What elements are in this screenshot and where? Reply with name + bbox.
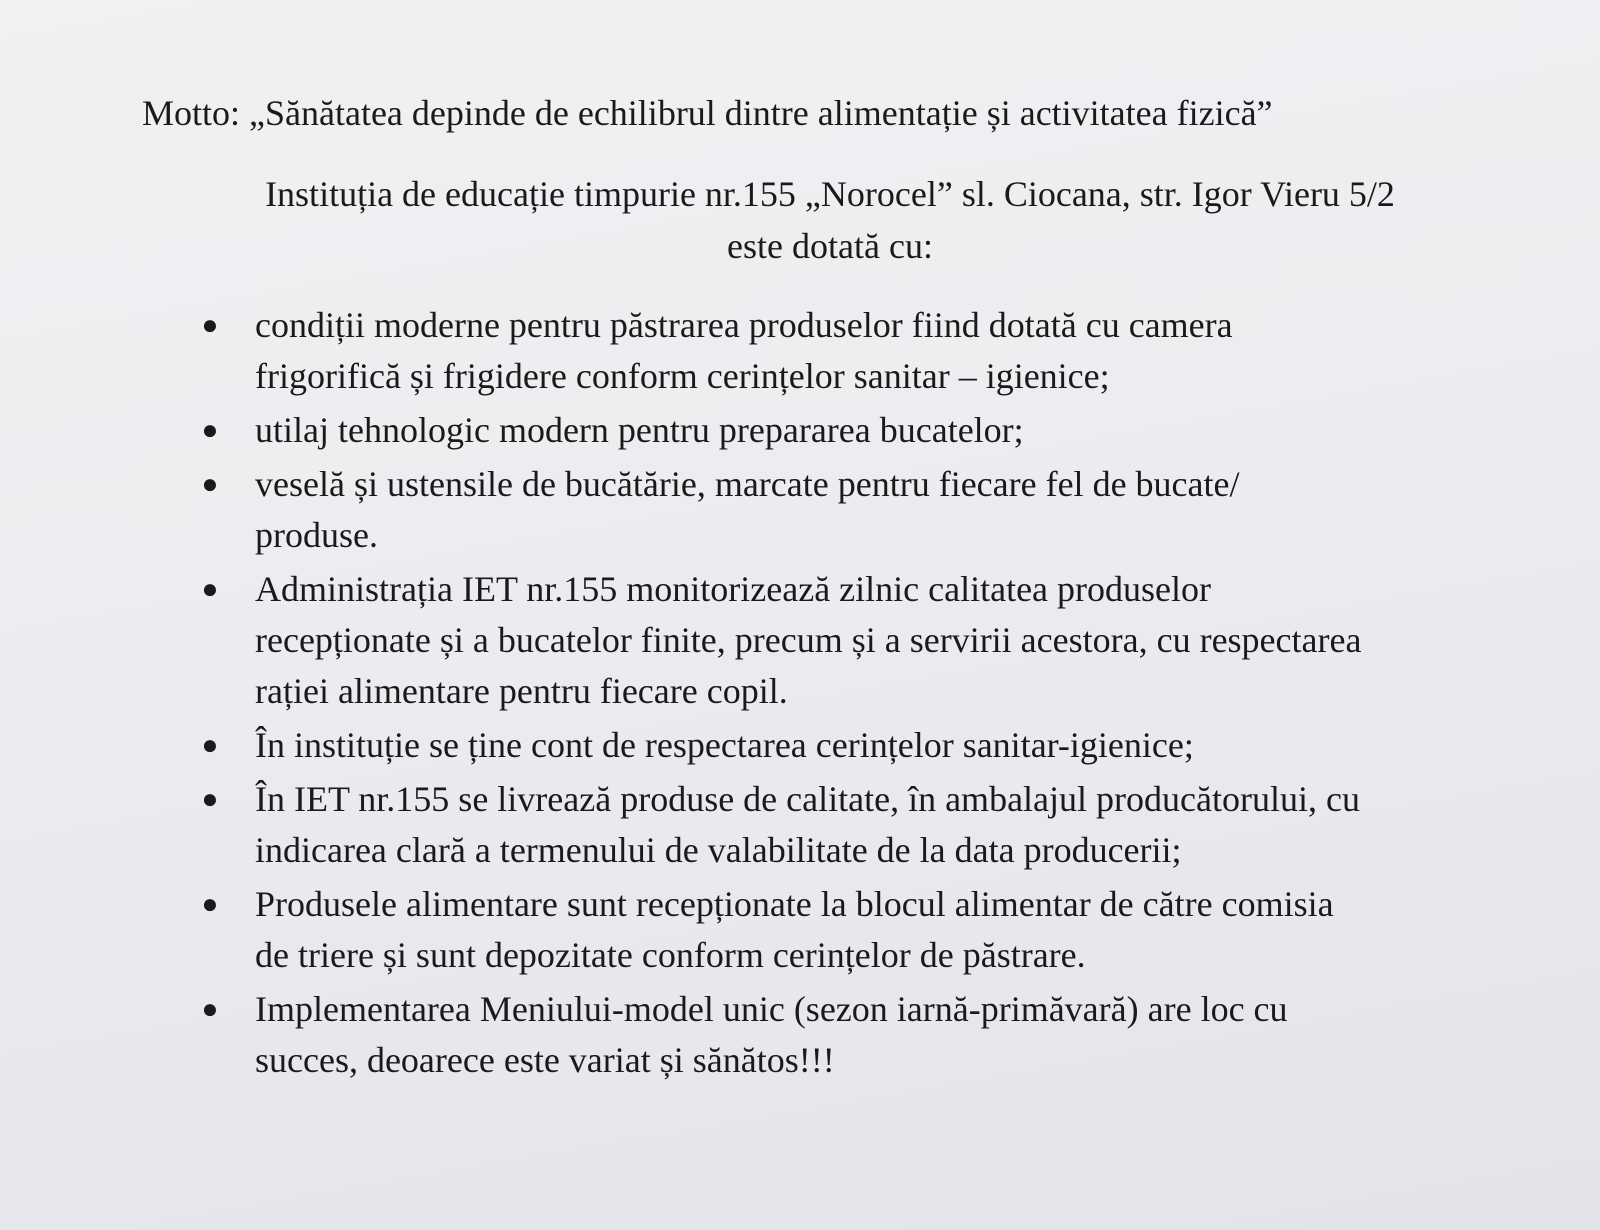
list-item-line: succes, deoarece este variat și sănătos!!! — [255, 1040, 835, 1080]
list-item — [200, 879, 1530, 981]
bullet-icon: ● — [201, 310, 219, 341]
list-item-line: condiții moderne pentru păstrarea produselor fiind dotată cu camera — [255, 305, 1233, 345]
heading-line-1: Instituția de educație timpurie nr.155 „Norocel” sl. Ciocana, str. Igor Vieru 5/2 — [265, 174, 1395, 214]
list-item-line: veselă și ustensile de bucătărie, marcate pentru fiecare fel de bucate/ — [255, 464, 1240, 504]
list-item — [200, 300, 1530, 402]
list-item-line: utilaj tehnologic modern pentru prepararea bucatelor; — [255, 410, 1024, 450]
list-item-line: Produsele alimentare sunt recepționate la blocul alimentar de către comisia — [255, 884, 1334, 924]
list-item-line: de triere și sunt depozitate conform cerințelor de păstrare. — [255, 935, 1086, 975]
bullet-icon: ● — [201, 784, 219, 815]
bullet-icon: ● — [201, 574, 219, 605]
list-item-line: recepționate și a bucatelor finite, precum și a servirii acestora, cu respectarea — [255, 620, 1362, 660]
list-item-line: produse. — [255, 515, 378, 555]
bullet-icon: ● — [201, 889, 219, 920]
list-item — [200, 984, 1530, 1086]
list-item-line: În instituție se ține cont de respectarea cerințelor sanitar-igienice; — [255, 725, 1194, 765]
list-item — [200, 405, 1530, 456]
list-item — [200, 459, 1530, 561]
bullet-icon: ● — [201, 415, 219, 446]
list-item-line: Implementarea Meniului-model unic (sezon iarnă-primăvară) are loc cu — [255, 989, 1288, 1029]
equipment-bullet-list — [200, 300, 1530, 1089]
bullet-icon: ● — [201, 994, 219, 1025]
list-item-line: În IET nr.155 se livrează produse de calitate, în ambalajul producătorului, cu — [255, 779, 1360, 819]
list-item — [200, 720, 1530, 771]
list-item-line: frigorifică și frigidere conform cerințelor sanitar – igienice; — [255, 356, 1110, 396]
institution-heading — [160, 168, 1500, 272]
bullet-icon: ● — [201, 469, 219, 500]
motto-line: Motto: „Sănătatea depinde de echilibrul dintre alimentație și activitatea fizică” — [142, 93, 1273, 133]
list-item-line: rației alimentare pentru fiecare copil. — [255, 671, 788, 711]
list-item — [200, 774, 1530, 876]
heading-line-2: este dotată cu: — [727, 226, 933, 266]
list-item — [200, 564, 1530, 717]
list-item-line: Administrația IET nr.155 monitorizează zilnic calitatea produselor — [255, 569, 1212, 609]
list-item-line: indicarea clară a termenului de valabilitate de la data producerii; — [255, 830, 1182, 870]
bullet-icon: ● — [201, 730, 219, 761]
